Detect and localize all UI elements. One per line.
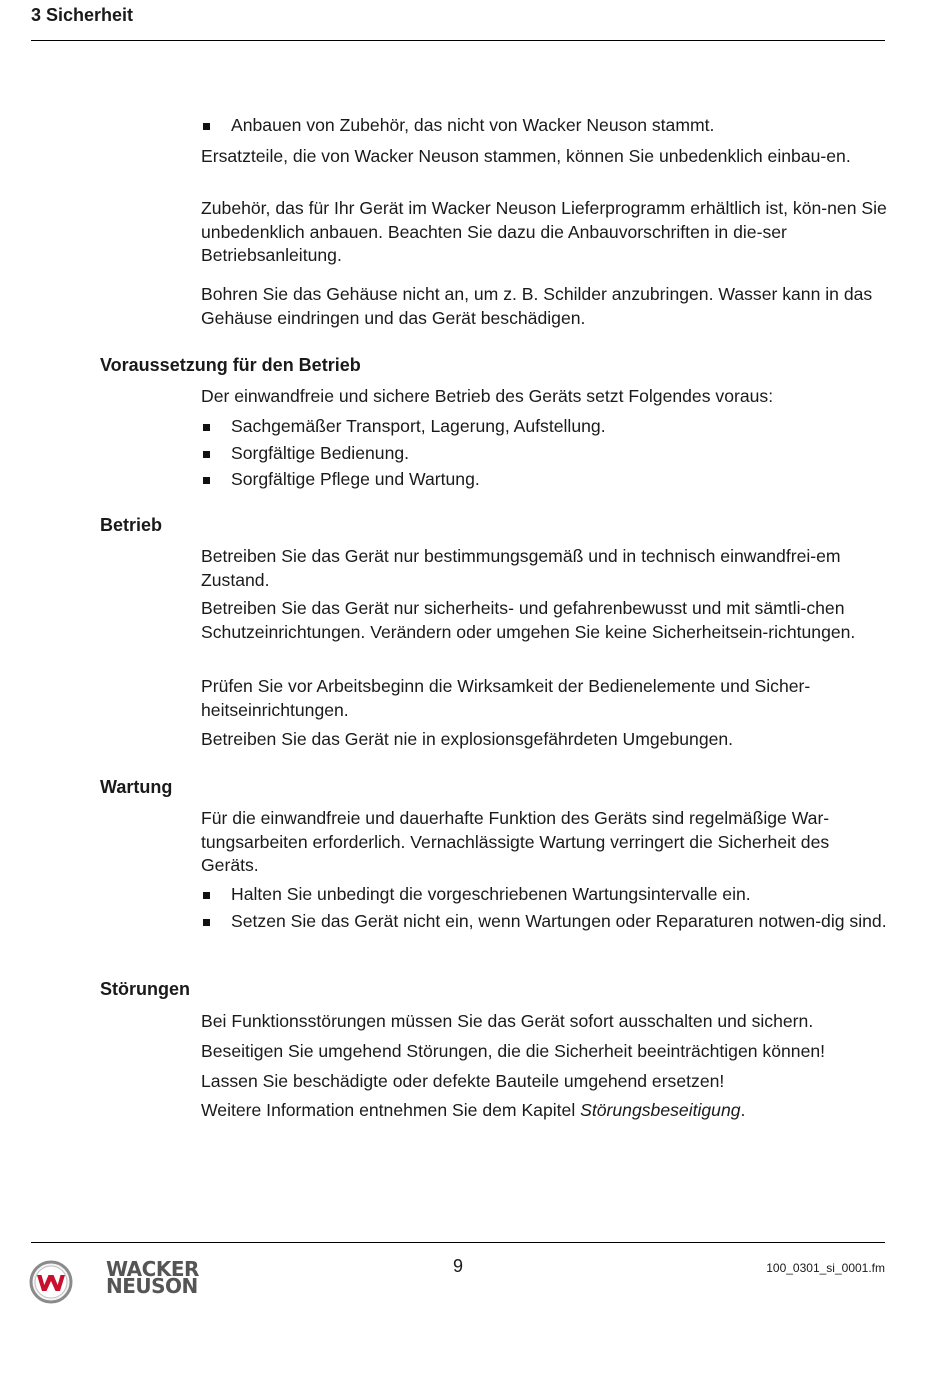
page-number: 9 (452, 1256, 463, 1276)
list-item: Setzen Sie das Gerät nicht ein, wenn Wartungen oder Reparaturen notwen-dig sind. (201, 910, 887, 934)
paragraph: Bei Funktionsstörungen müssen Sie das Gerät sofort ausschalten und sichern. (201, 1011, 814, 1031)
paragraph: Zubehör, das für Ihr Gerät im Wacker Neuson Lieferprogramm erhältlich ist, kön-nen Sie unbedenklich anbauen. Beachten Sie dazu die Anbauvorschriften in die-ser Betriebsanleitung. (201, 198, 887, 265)
bullet-square-icon (203, 892, 210, 899)
paragraph: Ersatzteile, die von Wacker Neuson stammen, können Sie unbedenklich einbau-en. (201, 146, 851, 166)
wacker-neuson-w-logo-icon (28, 1260, 74, 1304)
list-item: Anbauen von Zubehör, das nicht von Wacker Neuson stammt. (201, 114, 887, 138)
header-rule (31, 40, 885, 41)
list-item: Halten Sie unbedingt die vorgeschriebenen Wartungsintervalle ein. (201, 883, 887, 907)
section-heading-stoerungen: Störungen (100, 979, 190, 999)
bullet-square-icon (203, 919, 210, 926)
paragraph: Bohren Sie das Gehäuse nicht an, um z. B. Schilder anzubringen. Wasser kann in das Gehäuse eindringen und das Gerät beschädigen. (201, 284, 873, 328)
wacker-neuson-logo-text: WACKER NEUSON (106, 1257, 199, 1298)
document-id: 100_0301_si_0001.fm (766, 1261, 885, 1275)
bullet-square-icon (203, 424, 210, 431)
chapter-reference: Störungsbeseitigung (580, 1100, 741, 1120)
paragraph: Betreiben Sie das Gerät nur sicherheits- und gefahrenbewusst und mit sämtli-chen Schutzeinrichtungen. Verändern oder umgehen Sie keine Sicherheitsein-richtungen. (201, 598, 856, 642)
paragraph: Für die einwandfreie und dauerhafte Funktion des Geräts sind regelmäßige War-tungsarbeiten erforderlich. Vernachlässigte Wartung verringert die Sicherheit des Geräts. (201, 808, 830, 875)
bullet-square-icon (203, 477, 210, 484)
page-header-title: 3 Sicherheit (31, 5, 134, 25)
paragraph: Prüfen Sie vor Arbeitsbeginn die Wirksamkeit der Bedienelemente und Sicher-heitseinrichtungen. (201, 676, 811, 720)
paragraph: Der einwandfreie und sichere Betrieb des Geräts setzt Folgendes voraus: (201, 386, 774, 406)
section-heading-betrieb: Betrieb (100, 515, 163, 535)
paragraph: Betreiben Sie das Gerät nur bestimmungsgemäß und in technisch einwandfrei-em Zustand. (201, 546, 841, 590)
paragraph: Lassen Sie beschädigte oder defekte Bauteile umgehend ersetzen! (201, 1071, 725, 1091)
paragraph: Weitere Information entnehmen Sie dem Kapitel Störungsbeseitigung. (201, 1100, 746, 1120)
section-heading-wartung: Wartung (100, 777, 173, 797)
footer-rule (31, 1242, 885, 1243)
paragraph: Beseitigen Sie umgehend Störungen, die die Sicherheit beeinträchtigen können! (201, 1041, 826, 1061)
list-item: Sachgemäßer Transport, Lagerung, Aufstellung. (201, 415, 887, 439)
bullet-square-icon (203, 123, 210, 130)
list-item: Sorgfältige Pflege und Wartung. (201, 468, 887, 492)
section-heading-voraussetzung: Voraussetzung für den Betrieb (100, 355, 361, 375)
paragraph: Betreiben Sie das Gerät nie in explosionsgefährdeten Umgebungen. (201, 729, 734, 749)
bullet-square-icon (203, 451, 210, 458)
list-item: Sorgfältige Bedienung. (201, 442, 887, 466)
